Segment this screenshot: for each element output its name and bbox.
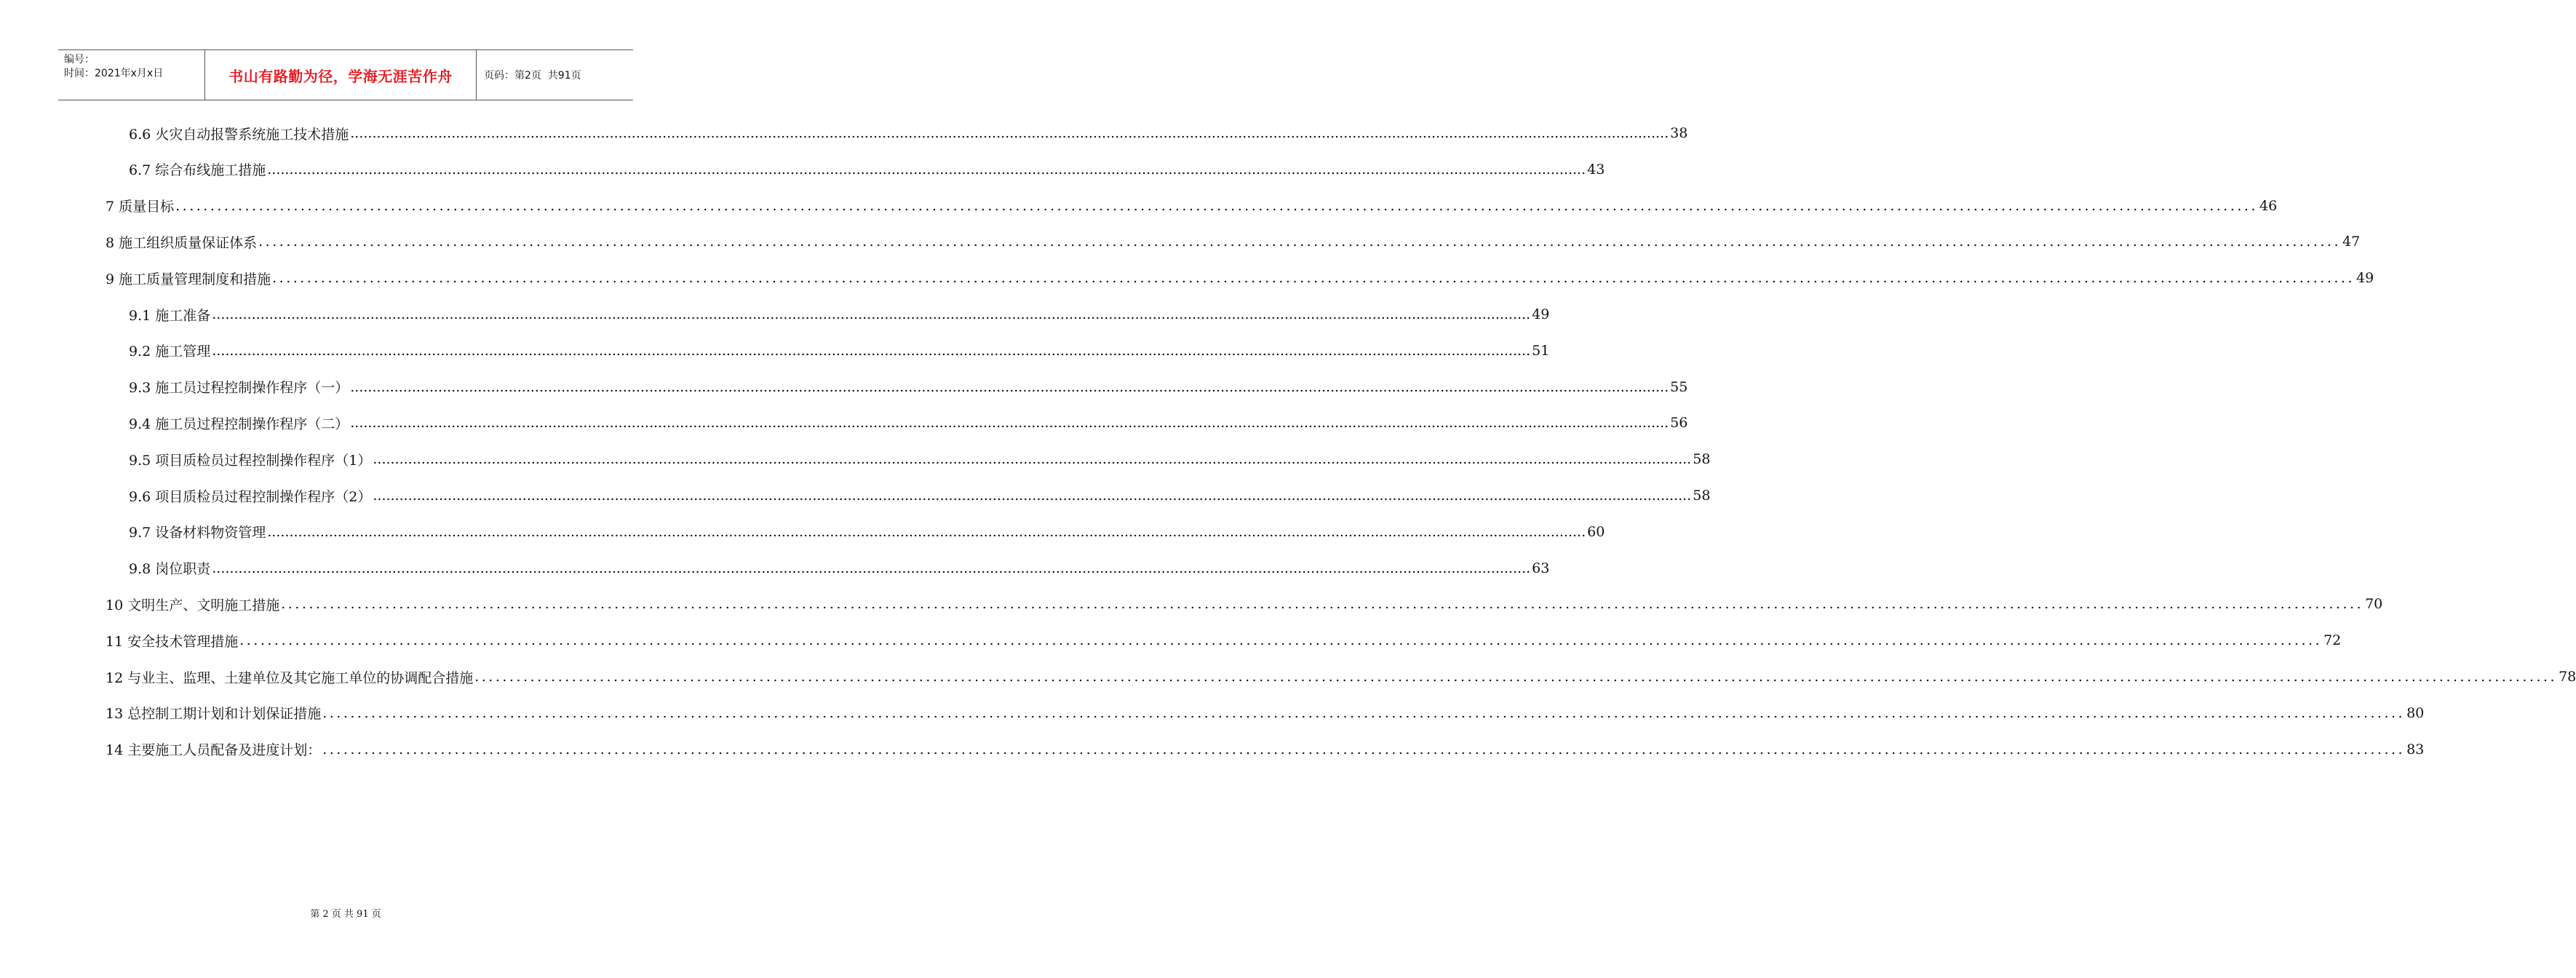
toc-entry-title: 6.6 火灾自动报警系统施工技术措施 [129,126,349,143]
toc-entry-title: 9.4 施工员过程控制操作程序（二） [129,416,349,432]
header-info-cell [58,50,205,100]
toc-entry[interactable] [129,303,1550,325]
header-motto: 书山有路勤为径，学海无涯苦作舟 [228,67,453,85]
toc-entry[interactable] [129,557,1550,579]
toc-entry[interactable] [129,376,1688,398]
toc-entry-page: 38 [1670,125,1688,141]
toc-entry-page: 49 [2356,270,2374,287]
toc-dot-leader: ............................................................................................................................................................................................................................................................................................................ [258,234,2342,250]
page-footer [0,906,691,920]
toc-dot-leader: ............................................................................................................................................................................................................................................................................................................ [350,415,1669,432]
toc-entry[interactable] [106,267,2374,289]
toc-dot-leader: ............................................................................................................................................................................................................................................................................................................ [239,632,2323,649]
toc-dot-leader: ............................................................................................................................................................................................................................................................................................................ [350,125,1669,141]
toc-entry-page: 78 [2559,669,2576,685]
toc-entry[interactable] [129,485,1711,506]
toc-entry-page: 83 [2406,741,2425,758]
toc-entry-page: 47 [2342,234,2361,250]
toc-entry[interactable] [106,702,2425,724]
toc-entry-title: 9 施工质量管理制度和措施 [106,271,271,287]
toc-entry-title: 9.3 施工员过程控制操作程序（一） [129,380,349,397]
toc-entry-page: 58 [1693,488,1711,504]
toc-entry[interactable] [106,666,2576,688]
toc-entry-title: 12 与业主、监理、土建单位及其它施工单位的协调配合措施 [106,669,474,686]
toc-entry-page: 55 [1670,378,1688,395]
toc-entry[interactable] [106,231,2361,253]
toc-entry-page: 63 [1532,560,1550,576]
toc-dot-leader: ............................................................................................................................................................................................................................................................................................................ [474,669,2558,685]
toc-dot-leader: ............................................................................................................................................................................................................................................................................................................ [322,741,2406,758]
toc-entry-page: 72 [2323,632,2342,649]
page-header [58,49,633,100]
toc-entry[interactable] [129,521,1605,543]
header-motto-cell [205,50,477,100]
toc-entry[interactable] [106,739,2425,760]
toc-dot-leader: ............................................................................................................................................................................................................................................................................................................ [212,306,1531,322]
toc-entry-title: 7 质量目标 [106,199,175,215]
toc-entry-page: 80 [2406,704,2425,721]
toc-entry[interactable] [106,593,2383,615]
toc-dot-leader: ............................................................................................................................................................................................................................................................................................................ [322,704,2406,721]
document-time-label: 时间：2021年x月x日 [64,68,164,79]
toc-entry-title: 8 施工组织质量保证体系 [106,234,258,251]
toc-entry-page: 51 [1532,342,1550,359]
document-number-label: 编号： [64,54,95,65]
toc-entry[interactable] [129,412,1688,434]
toc-entry-title: 10 文明生产、文明施工措施 [106,597,280,613]
toc-dot-leader: ............................................................................................................................................................................................................................................................................................................ [267,523,1586,540]
toc-dot-leader: ............................................................................................................................................................................................................................................................................................................ [175,197,2259,214]
toc-entry-title: 6.7 综合布线施工措施 [129,162,266,179]
toc-dot-leader: ............................................................................................................................................................................................................................................................................................................ [212,560,1531,576]
toc-entry-page: 56 [1670,415,1688,432]
toc-entry-page: 58 [1693,451,1711,468]
toc-entry-page: 49 [1532,306,1550,322]
footer-page-number: 第 2 页 共 91 页 [310,909,381,920]
toc-entry-title: 9.1 施工准备 [129,307,211,324]
toc-entry[interactable] [129,159,1605,180]
toc-entry-page: 46 [2259,197,2278,214]
toc-dot-leader: ............................................................................................................................................................................................................................................................................................................ [281,596,2364,613]
header-page-label: 页码：第2页 共91页 [484,70,581,82]
toc-entry-page: 60 [1587,523,1605,540]
toc-entry-title: 9.2 施工管理 [129,343,211,360]
toc-dot-leader: ............................................................................................................................................................................................................................................................................................................ [272,270,2356,287]
toc-entry-title: 9.7 设备材料物资管理 [129,525,266,541]
toc-entry-title: 9.6 项目质检员过程控制操作程序（2） [129,488,372,505]
toc-entry-title: 13 总控制工期计划和计划保证措施 [106,706,322,723]
toc-entry-title: 14 主要施工人员配备及进度计划： [106,742,322,759]
toc-entry[interactable] [129,340,1550,362]
toc-dot-leader: ............................................................................................................................................................................................................................................................................................................ [350,378,1669,395]
toc-entry-title: 9.5 项目质检员过程控制操作程序（1） [129,452,372,469]
toc-entry-page: 43 [1587,161,1605,178]
toc-dot-leader: ............................................................................................................................................................................................................................................................................................................ [212,342,1531,359]
toc-entry-title: 11 安全技术管理措施 [106,633,239,650]
toc-dot-leader: ............................................................................................................................................................................................................................................................................................................ [373,488,1692,504]
header-page-cell [477,50,633,100]
toc-entry[interactable] [106,629,2342,651]
toc-entry-title: 9.8 岗位职责 [129,561,211,578]
toc-dot-leader: ............................................................................................................................................................................................................................................................................................................ [267,161,1586,178]
toc-entry[interactable] [106,195,2278,217]
toc-entry[interactable] [129,122,1688,144]
toc-entry-page: 70 [2365,596,2383,613]
toc-entry[interactable] [129,448,1711,470]
toc-dot-leader: ............................................................................................................................................................................................................................................................................................................ [373,451,1692,468]
